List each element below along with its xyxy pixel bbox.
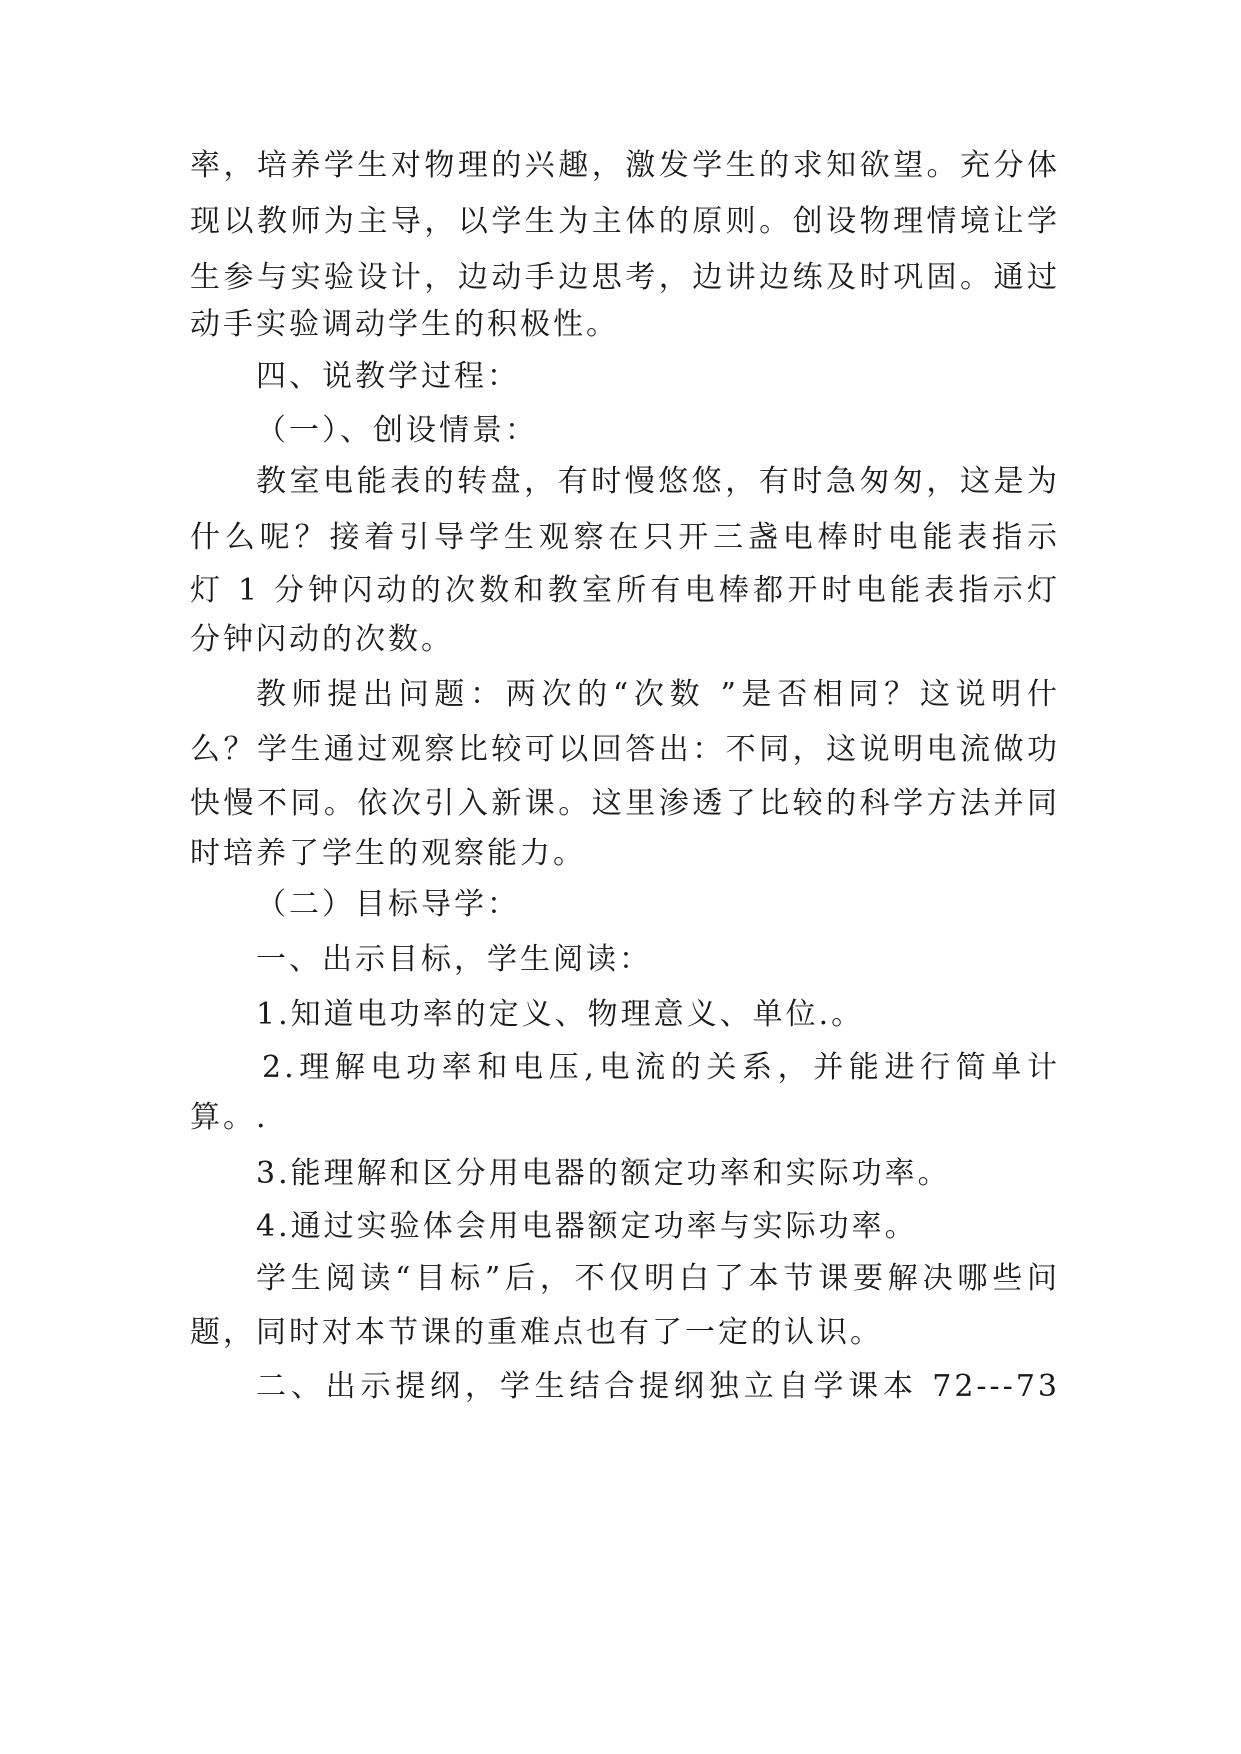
paragraph-line: 么？学生通过观察比较可以回答出：不同，这说明电流做功 — [190, 732, 1060, 767]
paragraph-line: 题，同时对本节课的重难点也有了一定的认识。 — [190, 1315, 883, 1350]
section-heading: 四、说教学过程： — [256, 359, 520, 394]
list-item-continuation: 算。. — [190, 1100, 269, 1135]
list-item: 2.理解电功率和电压,电流的关系，并能进行简单计 — [262, 1050, 1060, 1085]
paragraph-line: 教师提出问题：两次的“次数 ”是否相同？这说明什 — [256, 677, 1060, 712]
section-heading: 二、出示提纲，学生结合提纲独立自学课本 72---73 — [256, 1369, 1060, 1404]
paragraph-line: 灯 1 分钟闪动的次数和教室所有电棒都开时电能表指示灯 — [190, 573, 1060, 608]
list-item: 4.通过实验体会用电器额定功率与实际功率。 — [256, 1209, 918, 1244]
subsection-heading: （二）目标导学： — [256, 887, 520, 922]
subsection-heading: （一）、创设情景： — [256, 413, 538, 448]
list-item: 1.知道电功率的定义、物理意义、单位.。 — [256, 997, 865, 1032]
paragraph-line: 学生阅读“目标”后，不仅明白了本节课要解决哪些问 — [256, 1261, 1060, 1296]
paragraph-line: 什么呢？接着引导学生观察在只开三盏电棒时电能表指示 — [190, 520, 1060, 555]
paragraph-line: 现以教师为主导，以学生为主体的原则。创设物理情境让学 — [190, 204, 1060, 239]
paragraph-line: 分钟闪动的次数。 — [190, 622, 454, 657]
paragraph-line: 生参与实验设计，边动手边思考，边讲边练及时巩固。通过 — [190, 260, 1060, 295]
paragraph-line: 时培养了学生的观察能力。 — [190, 836, 586, 871]
list-item: 3.能理解和区分用电器的额定功率和实际功率。 — [256, 1156, 951, 1191]
paragraph-line: 教室电能表的转盘，有时慢悠悠，有时急匆匆，这是为 — [256, 464, 1060, 499]
section-heading: 一、出示目标，学生阅读： — [256, 942, 652, 977]
paragraph-line: 动手实验调动学生的积极性。 — [190, 307, 619, 342]
paragraph-line: 快慢不同。依次引入新课。这里渗透了比较的科学方法并同 — [190, 786, 1060, 821]
paragraph-line: 率，培养学生对物理的兴趣，激发学生的求知欲望。充分体 — [190, 148, 1060, 183]
